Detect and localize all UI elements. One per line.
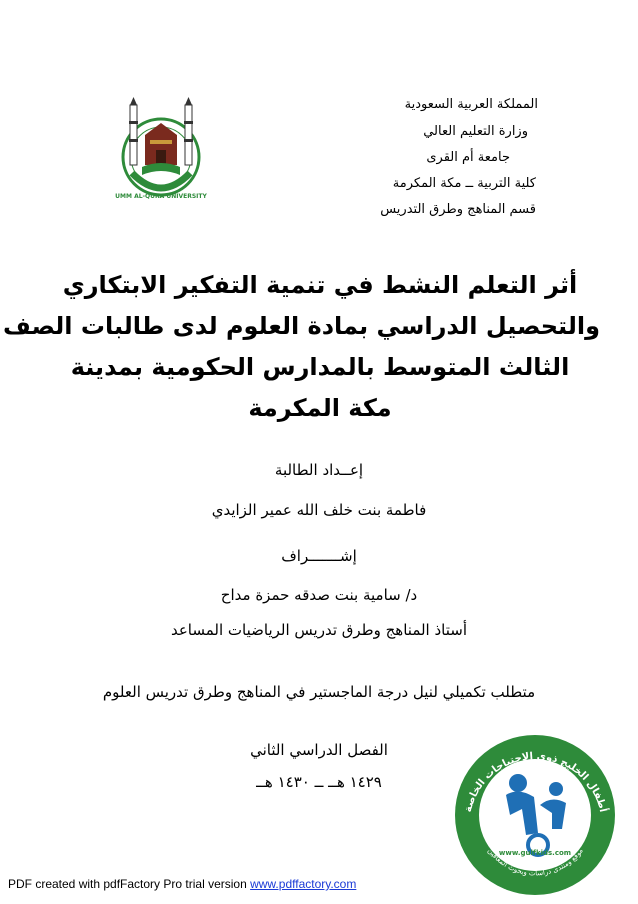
header-university: جامعة أم القرى [426,150,510,165]
university-logo [115,95,207,205]
semester: الفصل الدراسي الثاني [250,741,388,759]
title-line-3: الثالث المتوسط بالمدارس الحكومية بمدينة [70,353,570,381]
pdffactory-link[interactable]: www.pdffactory.com [250,877,357,891]
prepared-by-label: إعــداد الطالبة [274,461,364,479]
supervisor-name: د/ سامية بنت صدقه حمزة مداح [220,586,418,604]
header-ministry: وزارة التعليم العالي [423,124,528,139]
gulf-kids-special-needs-logo-icon [448,725,623,900]
title-line-2: والتحصيل الدراسي بمادة العلوم لدى طالبات الصف [3,312,600,340]
title-line-1: أثر التعلم النشط في تنمية التفكير الابتكاري [62,271,578,299]
academic-year: ١٤٢٩ هــ ــ ١٤٣٠ هــ [256,773,382,791]
partner-logo [448,725,623,900]
partner-logo-url: www.gulfkids.com [498,849,572,857]
university-logo-text: UMM AL-QURA UNIVERSITY [115,193,207,200]
pdf-footer [8,877,356,891]
partner-logo-top-text: أطفال الخليج ذوي الاحتياجات الخاصة [462,750,609,814]
header-country: المملكة العربية السعودية [404,97,538,112]
student-name: فاطمة بنت خلف الله عمير الزايدي [211,501,427,519]
pdf-footer-text: PDF created with pdfFactory Pro trial version [8,877,251,891]
header-department: قسم المناهج وطرق التدريس [380,202,536,217]
umm-al-qura-university-logo-icon [115,95,207,205]
supervisor-position: أستاذ المناهج وطرق تدريس الرياضيات المساعد [170,621,468,639]
supervision-label: إشـــــــراف [281,547,357,565]
header-college: كلية التربية ــ مكة المكرمة [392,176,536,191]
partner-logo-bottom-text: موقع ومنتدى دراسات وبحوث المعاقين [486,846,585,878]
title-line-4: مكة المكرمة [248,394,392,422]
degree-requirement: متطلب تكميلي لنيل درجة الماجستير في المناهج وطرق تدريس العلوم [102,683,536,701]
